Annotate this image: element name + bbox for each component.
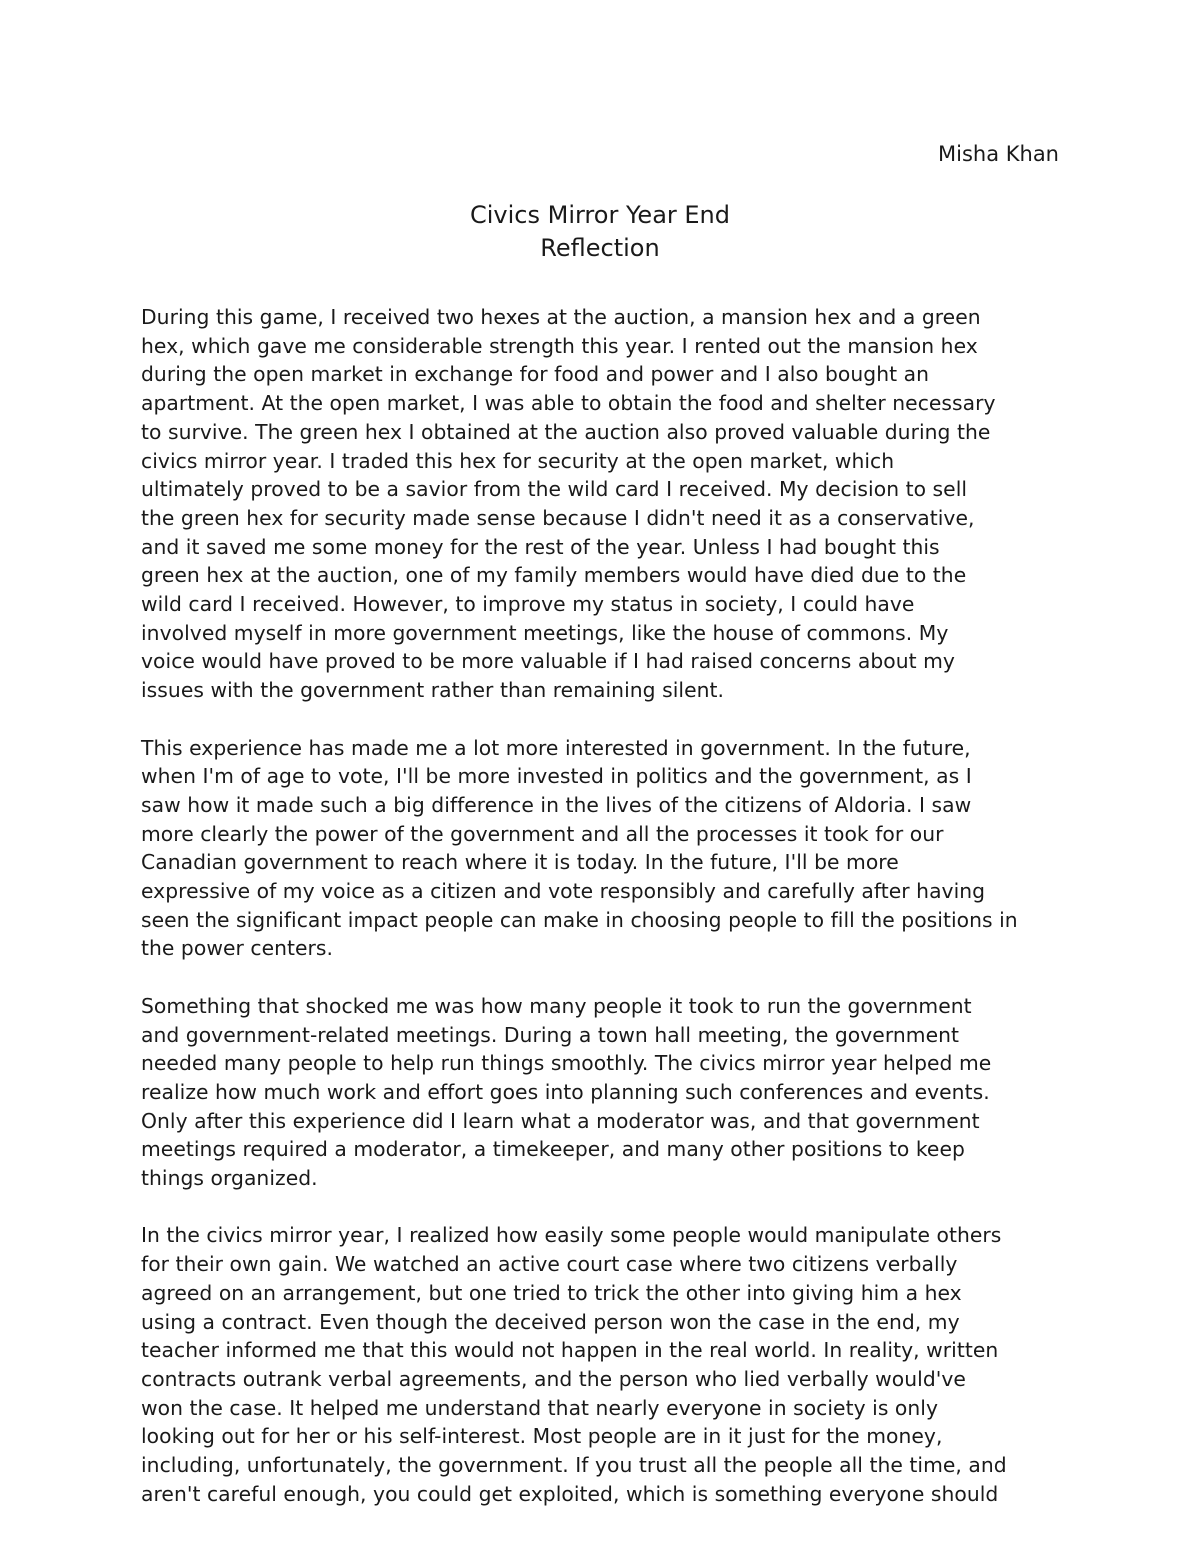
text-line: to survive. The green hex I obtained at the auction also proved valuable during the <box>141 419 991 444</box>
text-line: expressive of my voice as a citizen and vote responsibly and carefully after having <box>141 879 986 904</box>
text-line: things organized. <box>141 1166 318 1191</box>
text-line: During this game, I received two hexes at the auction, a mansion hex and a green <box>141 305 981 329</box>
text-line: during the open market in exchange for food and power and I also bought an <box>141 362 929 387</box>
text-line: ultimately proved to be a savior from the wild card I received. My decision to sell <box>141 477 968 502</box>
document-body <box>141 303 1071 1537</box>
author-name: Misha Khan <box>937 142 1059 166</box>
text-line: teacher informed me that this would not happen in the real world. In reality, written <box>141 1338 999 1363</box>
text-line: civics mirror year. I traded this hex for security at the open market, which <box>141 448 895 473</box>
title-line-2: Reflection <box>540 234 660 262</box>
document-title <box>0 199 1200 265</box>
text-line: Something that shocked me was how many people it took to run the government <box>141 993 972 1018</box>
paragraph-2 <box>141 734 1071 964</box>
text-line: In the civics mirror year, I realized how easily some people would manipulate others <box>141 1223 1002 1248</box>
text-line: and government-related meetings. During a town hall meeting, the government <box>141 1022 960 1047</box>
text-line: green hex at the auction, one of my family members would have died due to the <box>141 563 967 588</box>
text-line: hex, which gave me considerable strength this year. I rented out the mansion hex <box>141 333 978 358</box>
text-line: the power centers. <box>141 936 334 961</box>
text-line: agreed on an arrangement, but one tried to trick the other into giving him a hex <box>141 1280 962 1305</box>
text-line: meetings required a moderator, a timekeeper, and many other positions to keep <box>141 1137 965 1162</box>
text-line: the green hex for security made sense because I didn't need it as a conservative, <box>141 505 975 530</box>
paragraph-4 <box>141 1221 1071 1508</box>
text-line: Only after this experience did I learn what a moderator was, and that government <box>141 1108 980 1133</box>
text-line: saw how it made such a big difference in the lives of the citizens of Aldoria. I saw <box>141 792 972 817</box>
text-line: wild card I received. However, to improve my status in society, I could have <box>141 592 915 617</box>
text-line: Canadian government to reach where it is today. In the future, I'll be more <box>141 850 899 875</box>
text-line: contracts outrank verbal agreements, and the person who lied verbally would've <box>141 1366 966 1391</box>
text-line: for their own gain. We watched an active court case where two citizens verbally <box>141 1252 958 1277</box>
text-line: including, unfortunately, the government. If you trust all the people all the time, and <box>141 1453 1007 1478</box>
text-line: and it saved me some money for the rest of the year. Unless I had bought this <box>141 534 940 559</box>
text-line: needed many people to help run things smoothly. The civics mirror year helped me <box>141 1051 992 1076</box>
text-line: This experience has made me a lot more interested in government. In the future, <box>141 735 971 760</box>
title-line-1: Civics Mirror Year End <box>469 201 730 229</box>
text-line: apartment. At the open market, I was able to obtain the food and shelter necessary <box>141 391 996 416</box>
text-line: more clearly the power of the government and all the processes it took for our <box>141 821 944 846</box>
text-line: issues with the government rather than remaining silent. <box>141 678 724 703</box>
paragraph-3 <box>141 992 1071 1193</box>
text-line: won the case. It helped me understand that nearly everyone in society is only <box>141 1395 939 1420</box>
text-line: aren't careful enough, you could get exploited, which is something everyone should <box>141 1481 999 1506</box>
text-line: using a contract. Even though the deceived person won the case in the end, my <box>141 1309 960 1334</box>
text-line: voice would have proved to be more valuable if I had raised concerns about my <box>141 649 955 674</box>
text-line: realize how much work and effort goes into planning such conferences and events. <box>141 1079 990 1104</box>
text-line: involved myself in more government meetings, like the house of commons. My <box>141 620 949 645</box>
paragraph-1 <box>141 303 1071 705</box>
text-line: looking out for her or his self-interest. Most people are in it just for the money, <box>141 1424 943 1449</box>
text-line: seen the significant impact people can make in choosing people to fill the positions in <box>141 907 1018 932</box>
text-line: when I'm of age to vote, I'll be more invested in politics and the government, as I <box>141 764 972 789</box>
